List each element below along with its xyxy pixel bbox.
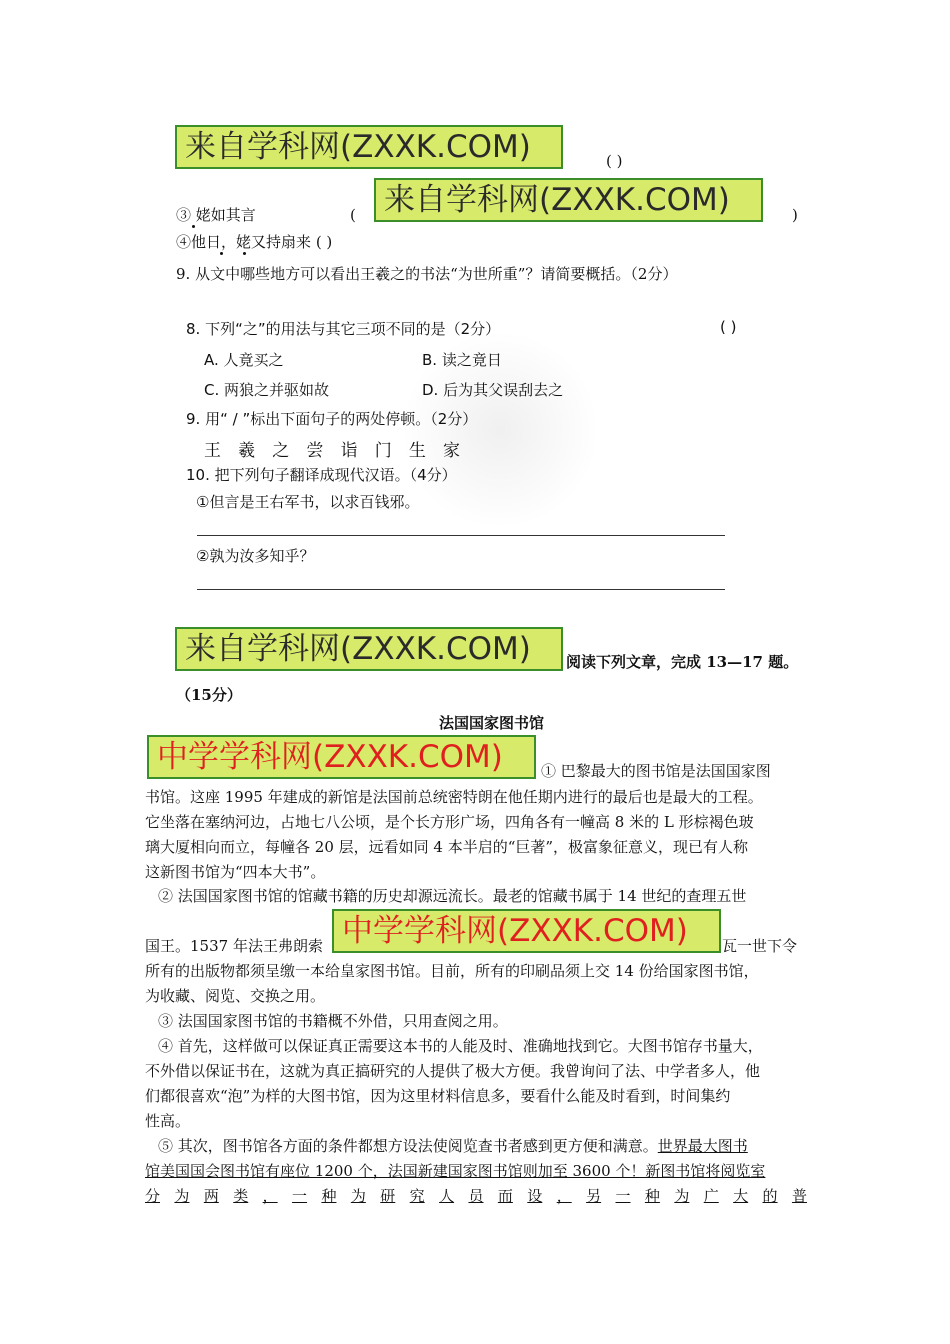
option-d: D. 后为其父误刮去之 <box>422 381 564 399</box>
sentence-char: 诣 <box>340 441 358 461</box>
paragraph-5-underlined: 世界最大图书 <box>657 1137 748 1155</box>
sentence-char: 家 <box>442 441 460 461</box>
justified-char: ， <box>556 1187 572 1205</box>
item-4-a: ④他 <box>176 233 207 251</box>
watermark-banner-2: 来自学科网(ZXXK.COM) <box>374 178 763 222</box>
paragraph-2-left: 国王。1537 年法王弗朗索 <box>145 937 323 955</box>
sentence-char: 尝 <box>306 441 324 461</box>
justified-char: 研 <box>380 1187 396 1205</box>
paragraph-2-line: 所有的出版物都须呈缴一本给皇家图书馆。目前，所有的印刷品须上交 14 份给国家图书馆， <box>145 962 759 980</box>
watermark-banner-5: 中学学科网(ZXXK.COM) <box>332 909 721 953</box>
reading-points: （15分） <box>176 686 242 704</box>
justified-char: 为 <box>350 1187 366 1205</box>
sentence-char: 门 <box>374 441 392 461</box>
item-4-c: 姥 <box>236 233 252 251</box>
item-3 <box>176 204 256 226</box>
sentence-char: 王 <box>204 441 221 461</box>
paragraph-4-line: 性高。 <box>145 1112 191 1130</box>
paragraph-2-line: 为收藏、阅览、交换之用。 <box>145 987 326 1005</box>
paragraph-4-line: 们都很喜欢“泡”为样的大图书馆，因为这里材料信息多，要看什么能及时看到，时间集约 <box>145 1087 731 1105</box>
justified-char: 类 <box>233 1187 249 1205</box>
justified-char: 种 <box>644 1187 660 1205</box>
item-4-d: 又持扇来 ( ) <box>251 233 333 251</box>
watermark-banner-1: 来自学科网(ZXXK.COM) <box>175 125 563 169</box>
paragraph-1-line: 这新图书馆为“四本大书”。 <box>145 863 326 881</box>
item-3-paren-open: ( <box>350 206 356 224</box>
question-8-paren: ( ) <box>720 318 737 336</box>
item-4 <box>176 231 332 253</box>
justified-char: 而 <box>497 1187 513 1205</box>
sentence-char: 羲 <box>238 441 256 461</box>
justified-char: 为 <box>174 1187 190 1205</box>
sentence-char: 生 <box>408 441 426 461</box>
paragraph-3: ③ 法国国家图书馆的书籍概不外借，只用查阅之用。 <box>158 1012 508 1030</box>
paragraph-2-right: 瓦一世下令 <box>722 937 798 955</box>
question-9-scan: 9. 用“ / ”标出下面句子的两处停顿。（2分） <box>186 410 478 428</box>
justified-char: 究 <box>409 1187 425 1205</box>
question-9-top: 9. 从文中哪些地方可以看出王羲之的书法“为世所重”？请简要概括。（2分） <box>176 265 678 283</box>
paragraph-5-first <box>158 1135 748 1157</box>
justified-char: 两 <box>203 1187 219 1205</box>
pause-sentence <box>204 436 460 461</box>
paragraph-1-first: ① 巴黎最大的图书馆是法国国家图 <box>541 762 771 780</box>
item-3-text: 如其言 <box>210 206 256 224</box>
option-c: C. 两狼之并驱如故 <box>204 381 330 399</box>
item-3-prefix: ③ 姥 <box>176 206 211 224</box>
justified-char: 普 <box>791 1187 807 1205</box>
paragraph-4-line: ④ 首先，这样做可以保证真正需要这本书的人能及时、准确地找到它。大图书馆存书量大， <box>158 1037 763 1055</box>
item-3-paren-close: ) <box>792 206 798 224</box>
translate-sentence-2: ②孰为汝多知乎？ <box>196 547 315 565</box>
paragraph-4-line: 不外借以保证书在，这就为真正搞研究的人提供了极大方便。我曾询问了法、中学者多人，他 <box>145 1062 761 1080</box>
article-title: 法国国家图书馆 <box>439 714 545 732</box>
paragraph-2-first: ② 法国国家图书馆的馆藏书籍的历史却源远流长。最老的馆藏书属于 14 世纪的查理五世 <box>158 887 747 905</box>
justified-char: 另 <box>586 1187 602 1205</box>
question-10: 10. 把下列句子翻译成现代汉语。（4分） <box>186 466 457 484</box>
justified-char: 为 <box>674 1187 690 1205</box>
justified-char: 一 <box>615 1187 631 1205</box>
justified-char: 员 <box>468 1187 484 1205</box>
option-a: A. 人竟买之 <box>204 351 284 369</box>
paragraph-1-line: 它坐落在塞纳河边，占地七八公顷，是个长方形广场，四角各有一幢高 8 米的 L 形棕褐色玻 <box>145 813 754 831</box>
paragraph-5-text: ⑤ 其次，图书馆各方面的条件都想方设法使阅览查书者感到更方便和满意。 <box>158 1137 658 1155</box>
answer-line-2 <box>197 589 725 590</box>
watermark-banner-4: 中学学科网(ZXXK.COM) <box>147 735 536 779</box>
reading-intro: 阅读下列文章，完成 13—17 题。 <box>566 653 799 671</box>
sentence-char: 之 <box>272 441 290 461</box>
justified-char: 广 <box>703 1187 719 1205</box>
justified-char: 设 <box>527 1187 543 1205</box>
watermark-banner-3: 来自学科网(ZXXK.COM) <box>175 627 563 671</box>
paragraph-1-line: 书馆。这座 1995 年建成的新馆是法国前总统密特朗在他任期内进行的最后也是最大的工程。 <box>145 788 763 806</box>
paragraph-5-line-3 <box>145 1185 807 1207</box>
justified-char: 的 <box>762 1187 778 1205</box>
paragraph-5-line-2: 馆美国国会图书馆有座位 1200 个，法国新建国家图书馆则加至 3600 个！新图书馆将阅览室 <box>145 1162 766 1180</box>
answer-line-1 <box>197 535 725 536</box>
option-b: B. 读之竟日 <box>422 351 502 369</box>
justified-char: 大 <box>733 1187 749 1205</box>
justified-char: 人 <box>439 1187 455 1205</box>
justified-char: ， <box>262 1187 278 1205</box>
item-4-b: 日， <box>206 233 237 251</box>
translate-sentence-1: ①但言是王右军书，以求百钱邪。 <box>196 493 420 511</box>
justified-char: 一 <box>292 1187 308 1205</box>
justified-char: 分 <box>145 1187 161 1205</box>
question-8: 8. 下列“之”的用法与其它三项不同的是（2分） <box>186 320 501 338</box>
justified-char: 种 <box>321 1187 337 1205</box>
answer-paren-1: ( ) <box>606 152 623 170</box>
paragraph-1-line: 璃大厦相向而立，每幢各 20 层，远看如同 4 本半启的“巨著”，极富象征意义，现已有人称 <box>145 838 749 856</box>
